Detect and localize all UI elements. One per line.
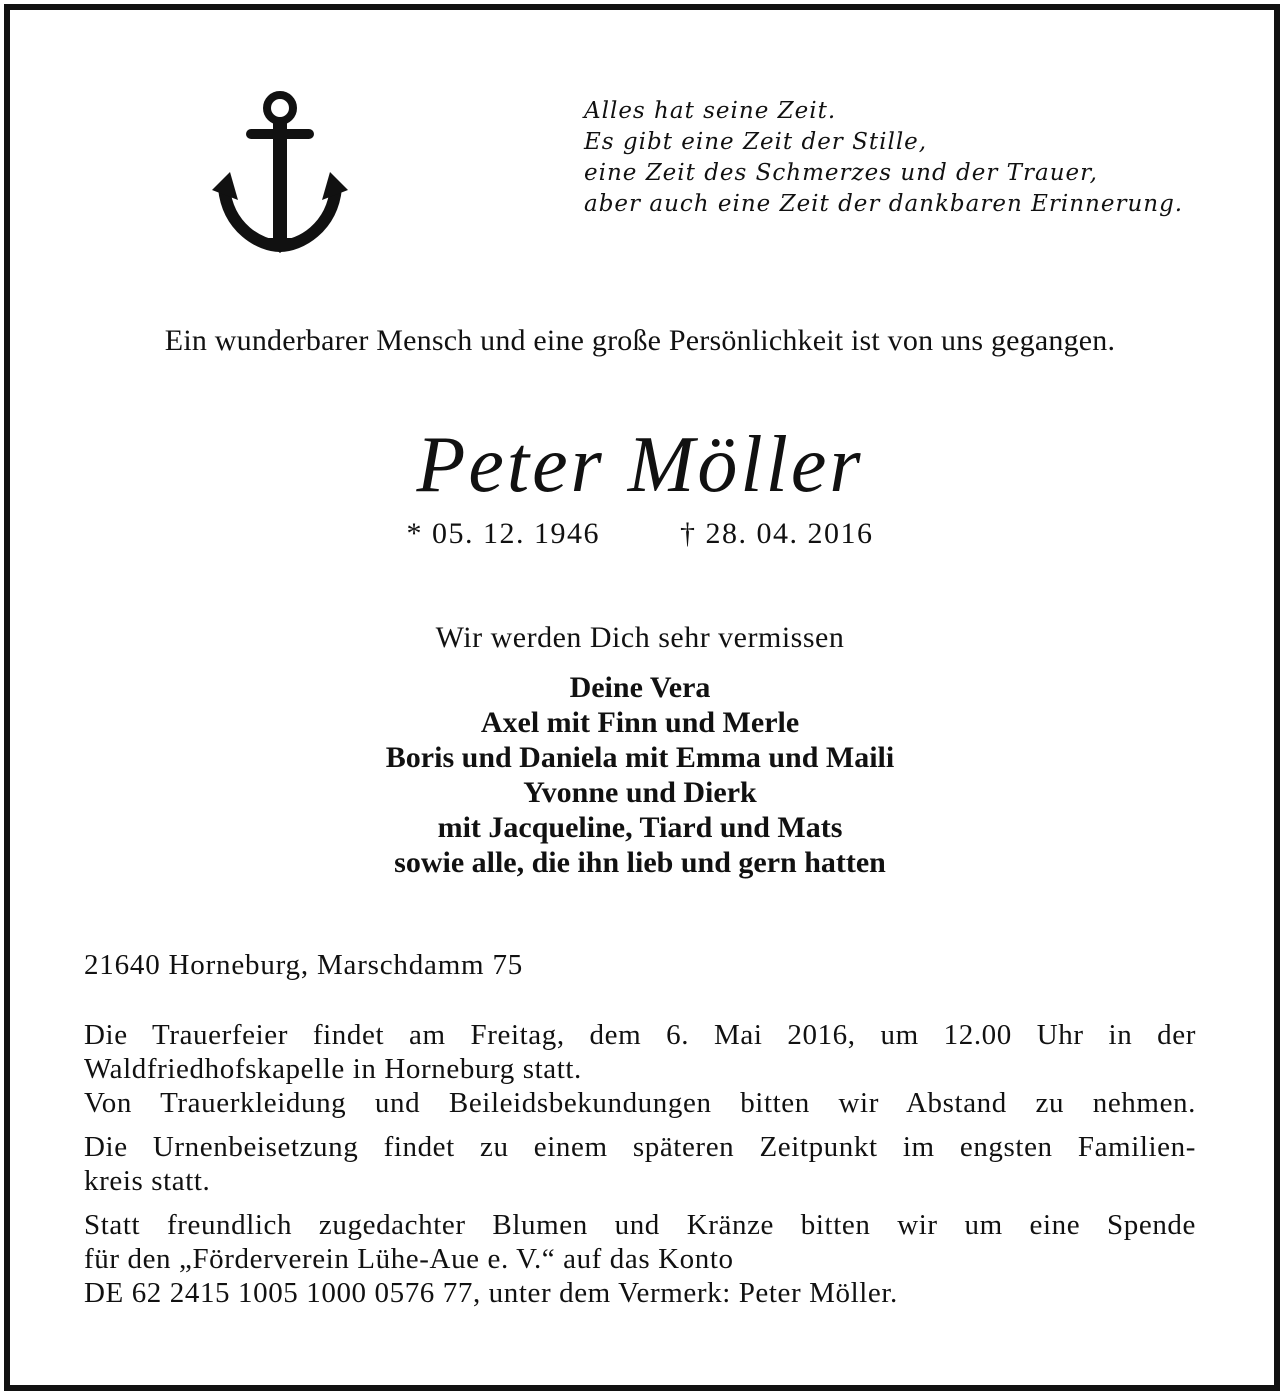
quote-line: Alles hat seine Zeit.: [584, 98, 837, 124]
paragraph-donation: [84, 1208, 1196, 1310]
life-dates: [0, 516, 1280, 552]
text-line: Die Urnenbeisetzung findet zu einem späteren Zeitpunkt im engsten Familien-: [84, 1131, 1196, 1163]
paragraph-urn: [84, 1130, 1196, 1198]
text-line: DE 62 2415 1005 1000 0576 77, unter dem Vermerk: Peter Möller.: [84, 1277, 898, 1309]
text-line: kreis statt.: [84, 1165, 211, 1197]
family-line: mit Jacqueline, Tiard und Mats: [437, 811, 843, 844]
death-date: † 28. 04. 2016: [680, 517, 874, 550]
notice-body: [84, 1018, 1196, 1320]
family-line: Yvonne und Dierk: [523, 776, 757, 809]
text-line: Statt freundlich zugedachter Blumen und Kränze bitten wir um eine Spende: [84, 1209, 1196, 1241]
deceased-name: Peter Möller: [416, 421, 864, 509]
miss-line: Wir werden Dich sehr vermissen: [435, 621, 845, 654]
anchor-icon: [210, 88, 350, 253]
text-line: für den „Förderverein Lühe-Aue e. V.“ auf das Konto: [84, 1243, 734, 1275]
family-line: Boris und Daniela mit Emma und Maili: [385, 741, 895, 774]
text-line: Von Trauerkleidung und Beileidsbekundungen bitten wir Abstand zu nehmen.: [84, 1087, 1196, 1119]
birth-date: * 05. 12. 1946: [406, 517, 600, 550]
family-line: Axel mit Finn und Merle: [480, 706, 800, 739]
intro-text: Ein wunderbarer Mensch und eine große Persönlichkeit ist von uns gegangen.: [164, 324, 1116, 357]
memorial-quote: [584, 96, 1183, 220]
quote-line: aber auch eine Zeit der dankbaren Erinnerung.: [584, 191, 1184, 217]
family-line: Deine Vera: [569, 671, 711, 704]
quote-line: Es gibt eine Zeit der Stille,: [584, 129, 928, 155]
family-list: [0, 670, 1280, 880]
paragraph-funeral: [84, 1018, 1196, 1120]
text-line: Die Trauerfeier findet am Freitag, dem 6. Mai 2016, um 12.00 Uhr in der: [84, 1019, 1196, 1051]
text-line: Waldfriedhofskapelle in Horneburg statt.: [84, 1053, 582, 1085]
family-line: sowie alle, die ihn lieb und gern hatten: [394, 846, 886, 879]
address: 21640 Horneburg, Marschdamm 75: [84, 949, 524, 981]
quote-line: eine Zeit des Schmerzes und der Trauer,: [584, 160, 1098, 186]
